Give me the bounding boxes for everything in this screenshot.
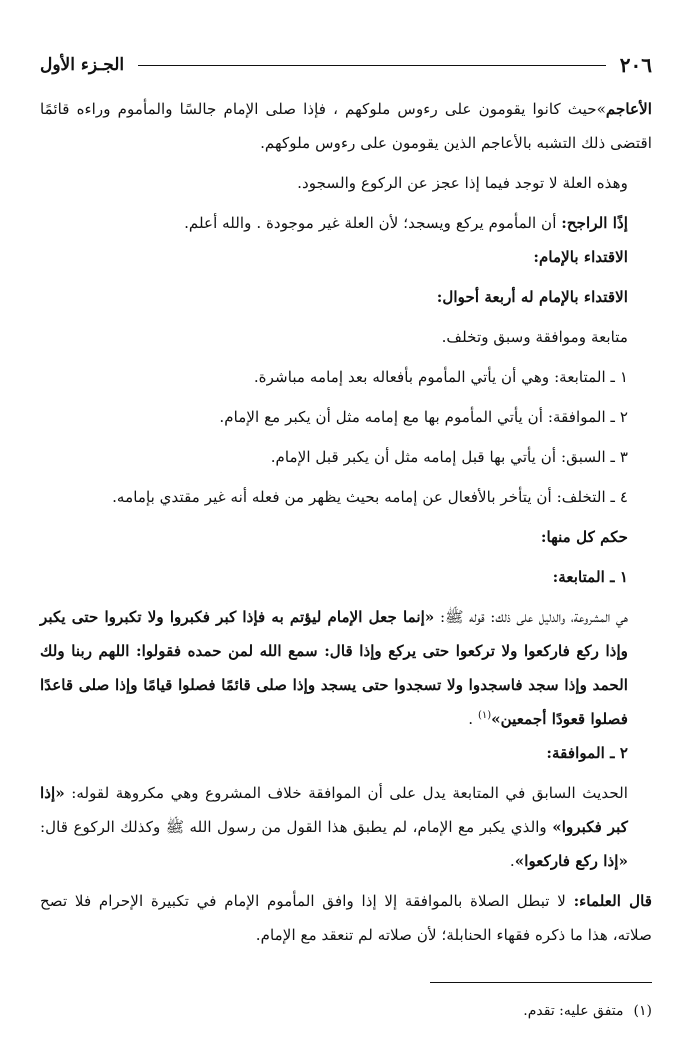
- paragraph-lead: إذًا الراجح:: [561, 214, 628, 232]
- list-item-label: ٤ ـ التخلف:: [556, 488, 628, 506]
- paragraph-text: أن المأموم يركع ويسجد؛ لأن العلة غير موجودة . والله أعلم.: [184, 214, 562, 232]
- list-item-label: ٢ ـ الموافقة:: [547, 408, 628, 426]
- main-text: [40, 92, 652, 952]
- footnote-rule: [430, 982, 652, 983]
- paragraph-hadith: [40, 600, 652, 736]
- paragraph-states-list: متابعة وموافقة وسبق وتخلف.: [441, 328, 628, 346]
- list-item-text: أن يأتي بها قبل إمامه مثل أن يكبر قبل الإمام.: [270, 448, 561, 466]
- paragraph-text: »حيث كانوا يقومون على رءوس ملوكهم ، فإذا صلى الإمام جالسًا والمأموم وراءه قائمًا اقتضى ذلك التشبه بالأعاجم الذين يقومون على رءوس ملوكهم.: [40, 100, 652, 152]
- paragraph-text: لا تبطل الصلاة بالموافقة إلا إذا وافق المأموم الإمام في تكبيرة الإحرام فلا تصح صلاته، هذا ما ذكره فقهاء الحنابلة؛ لأن صلاته لم تنعقد مع الإمام.: [40, 892, 652, 944]
- list-item-text: أن يتأخر بالأفعال عن إمامه بحيث يظهر من فعله أنه غير مقتدي بإمامه.: [112, 488, 557, 506]
- list-item-takhalluf: [40, 480, 652, 514]
- list-item-sabq: [40, 440, 652, 474]
- hadith-quote: «إذا ركع فاركعوا»: [514, 852, 628, 870]
- paragraph-text: هي المشروعة، والدليل على ذلك: قوله ﷺ:: [434, 608, 629, 626]
- footnote-number: (١): [633, 1003, 652, 1019]
- footnote: [40, 998, 652, 1024]
- heading-iqtida: الاقتداء بالإمام:: [533, 248, 628, 266]
- paragraph-end: .: [509, 852, 515, 870]
- paragraph-end: .: [468, 710, 478, 728]
- part-title: الجـزء الأول: [40, 55, 125, 75]
- list-item-label: ٣ ـ السبق:: [560, 448, 628, 466]
- paragraph-text: الحديث السابق في المتابعة يدل على أن الموافقة خلاف المشروع وهي مكروهة لقوله:: [64, 784, 628, 802]
- heading-rulings: حكم كل منها:: [540, 528, 628, 546]
- hadith-quote: «إنما جعل الإمام ليؤتم به فإذا كبر فكبروا ولا تكبروا حتى يكبر وإذا ركع فاركعوا ولا تركعوا حتى يركع وإذا قال: سمع الله لمن حمده فقولوا: اللهم ربنا ولك الحمد وإذا سجد فاسجدوا ولا تسجدوا حتى يسجد وإذا صلى قائمًا فصلوا قيامًا وإذا صلى قاعدًا فصلوا قعودًا أجمعين»: [40, 608, 628, 728]
- footnote-text: متفق عليه: تقدم.: [523, 1003, 624, 1019]
- list-item-text: أن يأتي المأموم بها مع إمامه مثل أن يكبر مع الإمام.: [219, 408, 548, 426]
- paragraph-lead: قال العلماء:: [573, 892, 652, 910]
- hadith-quote: «إذا كبر فكبروا»: [40, 784, 628, 836]
- paragraph-muwafaqa: [40, 776, 652, 878]
- page-number: ٢٠٦: [619, 53, 652, 77]
- paragraph-text: والذي يكبر مع الإمام، لم يطبق هذا القول من رسول الله ﷺ وكذلك الركوع قال:: [40, 818, 553, 836]
- heading-four-states: الاقتداء بالإمام له أربعة أحوال:: [436, 288, 628, 306]
- paragraph-rajih: [40, 206, 652, 240]
- list-item-muwafaqa: [40, 400, 652, 434]
- paragraph-illa: وهذه العلة لا توجد فيما إذا عجز عن الركوع والسجود.: [297, 174, 628, 192]
- footnote-ref: (١): [477, 709, 492, 721]
- list-item-text: وهي أن يأتي المأموم بأفعاله بعد إمامه مباشرة.: [253, 368, 555, 386]
- paragraph-ajam: [40, 92, 652, 160]
- paragraph-ulama: [40, 884, 652, 952]
- running-header: [40, 52, 652, 78]
- heading-mutaba: ١ ـ المتابعة:: [552, 568, 628, 586]
- header-rule: [138, 65, 606, 66]
- list-item-mutaba: [40, 360, 652, 394]
- heading-muwafaqa: ٢ ـ الموافقة:: [546, 744, 628, 762]
- list-item-label: ١ ـ المتابعة:: [554, 368, 628, 386]
- paragraph-lead: الأعاجم: [605, 100, 652, 118]
